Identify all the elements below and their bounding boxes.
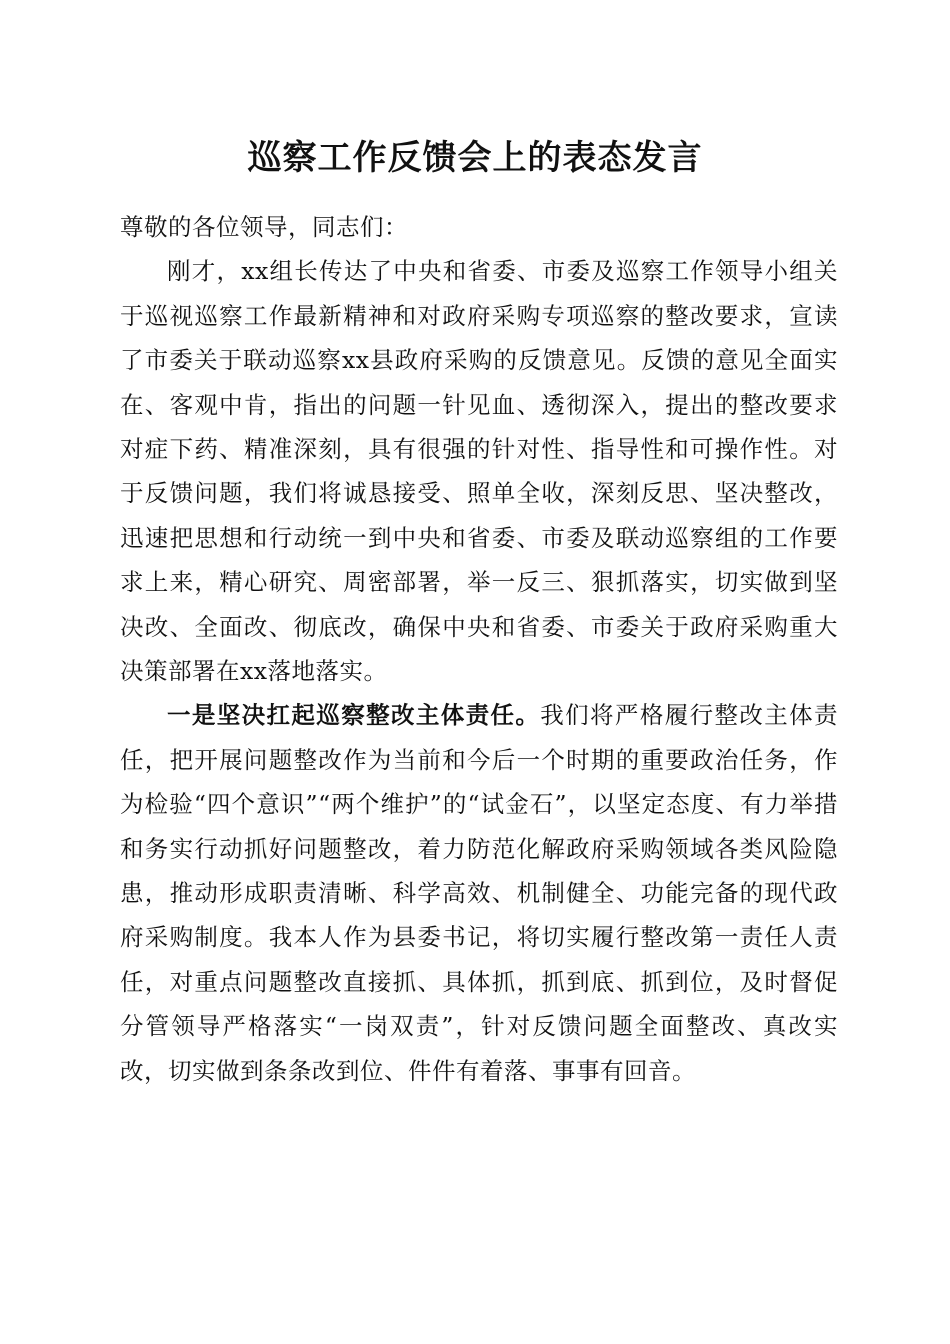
paragraph-point-one	[120, 693, 838, 1093]
paragraph-opening	[120, 249, 838, 693]
document-body	[120, 205, 838, 1093]
paragraph-text: 刚才，xx组长传达了中央和省委、市委及巡察工作领导小组关于巡视巡察工作最新精神和对政府采购专项巡察的整改要求，宣读了市委关于联动巡察xx县政府采购的反馈意见。反馈的意见全面实在、客观中肯，指出的问题一针见血、透彻深入，提出的整改要求对症下药、精准深刻，具有很强的针对性、指导性和可操作性。对于反馈问题，我们将诚恳接受、照单全收，深刻反思、坚决整改，迅速把思想和行动统一到中央和省委、市委及联动巡察组的工作要求上来，精心研究、周密部署，举一反三、狠抓落实，切实做到坚决改、全面改、彻底改，确保中央和省委、市委关于政府采购重大决策部署在xx落地落实。	[120, 257, 838, 686]
paragraph-lead: 一是坚决扛起巡察整改主体责任。	[167, 701, 541, 730]
document-title: 巡察工作反馈会上的表态发言	[247, 138, 703, 178]
paragraph-text: 我们将严格履行整改主体责任，把开展问题整改作为当前和今后一个时期的重要政治任务，作为检验“四个意识”“两个维护”的“试金石”，以坚定态度、有力举措和务实行动抓好问题整改，着力防范化解政府采购领域各类风险隐患，推动形成职责清晰、科学高效、机制健全、功能完备的现代政府采购制度。我本人作为县委书记，将切实履行整改第一责任人责任，对重点问题整改直接抓、具体抓，抓到底、抓到位，及时督促分管领导严格落实“一岗双责”，针对反馈问题全面整改、真改实改，切实做到条条改到位、件件有着落、事事有回音。	[120, 701, 839, 1085]
salutation: 尊敬的各位领导，同志们：	[120, 213, 408, 241]
